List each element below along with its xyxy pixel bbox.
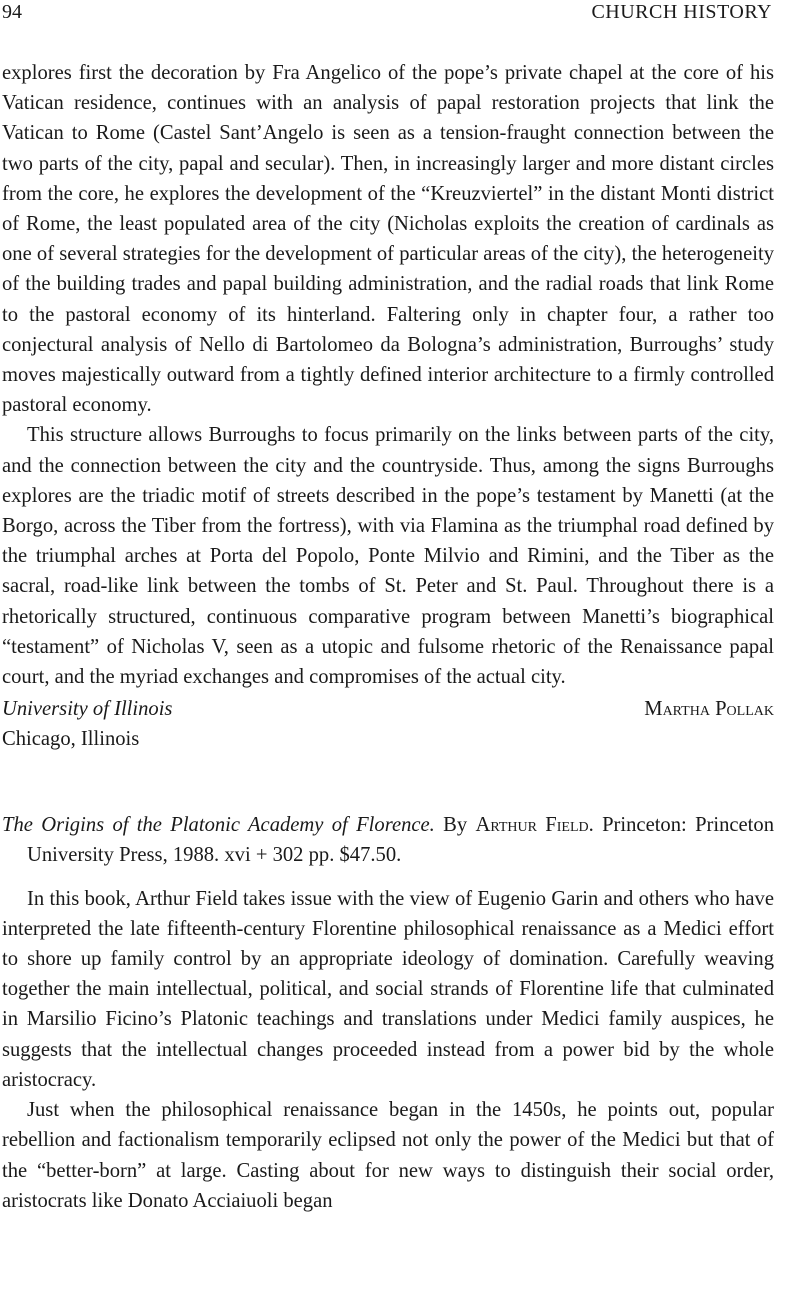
body-text	[2, 58, 774, 1216]
page-number: 94	[2, 1, 22, 23]
reviewer-institution: University of Illinois	[2, 698, 173, 721]
running-head: CHURCH HISTORY	[591, 1, 772, 23]
paragraph: Just when the philosophical renaissance began in the 1450s, he points out, popular rebellion and factionalism temporarily eclipsed not only the power of the Medici but that of the “better-born” at large. Casting about for new ways to distinguish their social order, aristocrats like Donato Acciaiuoli began	[2, 1099, 774, 1212]
reviewer-name: Martha Pollak	[644, 698, 774, 721]
by-label: By	[443, 814, 468, 837]
reviewer-affiliation	[2, 694, 172, 754]
book-review-heading	[2, 810, 774, 870]
paragraph: In this book, Arthur Field takes issue with the view of Eugenio Garin and others who have interpreted the late fifteenth-century Florentine philosophical renaissance as a Medici effort to shore up family control by an appropriate ideology of domination. Carefully weaving together the main intellectual, political, and social strands of Florentine life that culminated in Marsilio Ficino’s Platonic teachings and translations under Medici family auspices, he suggests that the intellectual changes proceeded instead from a power bid by the whole aristocracy.	[2, 887, 774, 1091]
page-header	[2, 0, 772, 28]
paragraph: This structure allows Burroughs to focus primarily on the links between parts of the city, and the connection between the city and the countryside. Thus, among the signs Burroughs explores are the triadic motif of streets described in the pope’s testament by Manetti (at the Borgo, across the Tiber from the fortress), with via Flamina as the triumphal road defined by the triumphal arches at Porta del Popolo, Ponte Milvio and Rimini, and the Tiber as the sacral, road-like link between the tombs of St. Peter and St. Paul. Throughout there is a rhetorically structured, continuous comparative program between Manetti’s biographical “testament” of Nicholas V, seen as a utopic and fulsome rhetoric of the Renaissance papal court, and the myriad exchanges and compromises of the actual city.	[2, 424, 774, 689]
book-author: Arthur Field	[475, 814, 589, 837]
reviewer-location: Chicago, Illinois	[2, 728, 140, 751]
review-signature	[2, 694, 774, 754]
paragraph: explores first the decoration by Fra Angelico of the pope’s private chapel at the core of his Vatican residence, continues with an analysis of papal restoration projects that link the Vatican to Rome (Castel Sant’Angelo is seen as a tension-fraught connection between the two parts of the city, papal and secular). Then, in increasingly larger and more distant circles from the core, he explores the development of the “Kreuzviertel” in the distant Monti district of Rome, the least populated area of the city (Nicholas exploits the creation of cardinals as one of several strategies for the development of particular areas of the city), the heterogeneity of the building trades and papal building administration, and the radial roads that link Rome to the pastoral economy of its hinterland. Faltering only in chapter four, a rather too conjectural analysis of Nello di Bartolomeo da Bologna’s administration, Burroughs’ study moves majestically outward from a tightly defined interior architecture to a firmly controlled pastoral economy.	[2, 62, 774, 417]
publication-info: . Princeton: Princeton University Press, 1988. xvi + 302 pp. $47.50.	[27, 814, 774, 867]
book-title: The Origins of the Platonic Academy of Florence.	[2, 814, 435, 837]
